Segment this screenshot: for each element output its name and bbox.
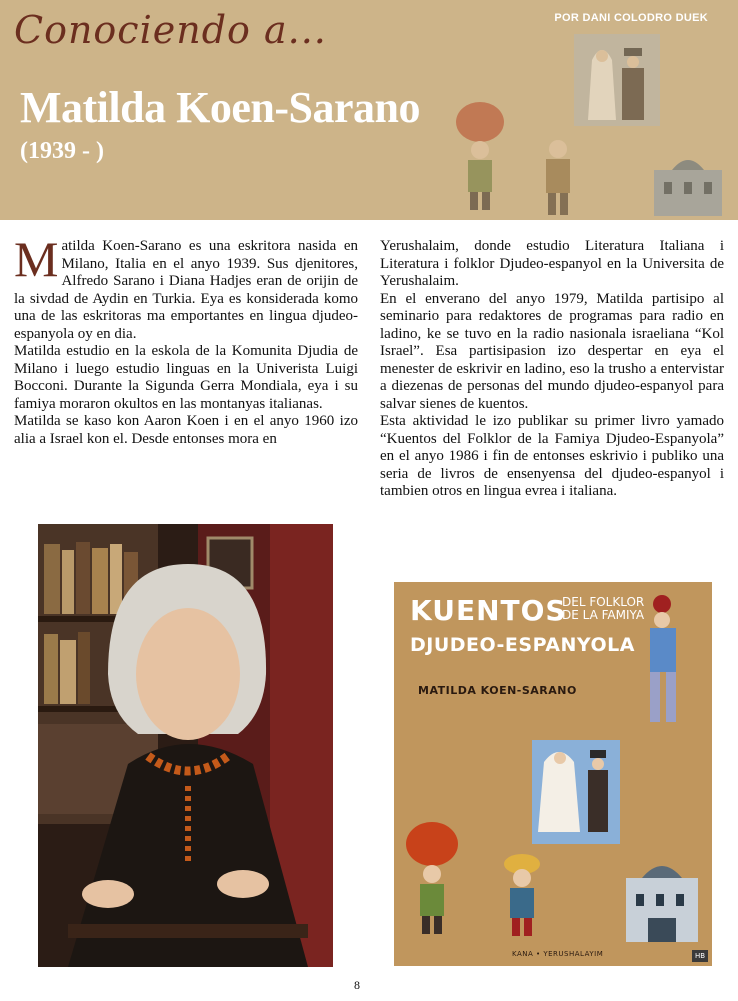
- publisher-logo: HB: [692, 950, 708, 962]
- article-paragraph: En el enverano del anyo 1979, Matilda partisipo al seminario para redaktores de programas para radio en ladino, ke se tuvo en la radio nasionala israeliana “Kol Israel”. Esa partisipasion izo despertar en eya el menester de eskrivir en ladino, eso la trusho a entervistar a diezenas de personas del mundo djudeo-espanyol para salvar sienes de kuentos.: [380, 290, 724, 412]
- paragraph-text: atilda Koen-Sarano es una eskritora nasida en Milano, Italia en el anyo 1939. Sus djenitores, Alfredo Sarano i Diana Hadjes eran de orijin de la sivdad de Aydin en Turkia. Eya es konsiderada komo una de las eskritoras ma emportantes en lingua djudeo-espanyola oy en dia.: [14, 238, 358, 342]
- article-paragraph: Esta aktividad le izo publikar su primer livro yamado “Kuentos del Folklor de la Famiya Djudeo-Espanyola” en el anyo 1986 i fin de entonses eskrivio i publiko una seria de livros de ensenyensa del djudeo-espanyol i tambien otros en lingua evrea i italiana.: [380, 413, 724, 499]
- article-column-left: [14, 231, 358, 448]
- header-banner: [0, 0, 738, 220]
- peddler-figure-illustration: [450, 100, 510, 215]
- old-city-house-illustration: [648, 150, 728, 218]
- book-cover-image: [394, 582, 712, 966]
- article-paragraph: Matilda estudio en la eskola de la Komunita Djudia de Milano i luego estudio linguas en la Univerista Luigi Bocconi. Durante la Sigunda Gerra Mondiala, eya i su famiya moraron okultos en las montanyas italianas.: [14, 343, 358, 412]
- drop-cap: M: [14, 231, 59, 287]
- author-portrait-photo: [38, 524, 333, 967]
- book-title-line2: DJUDEO-ESPANYOLA: [410, 634, 635, 656]
- book-title-sub: DEL FOLKLOR DE LA FAMIYA: [562, 595, 645, 622]
- byline: POR DANI COLODRO DUEK: [554, 12, 708, 24]
- book-author: MATILDA KOEN-SARANO: [418, 684, 577, 697]
- section-label: Conociendo a...: [14, 8, 327, 52]
- article-paragraph: Yerushalaim, donde estudio Literatura Italiana i Literatura i folklor Djudeo-espanyol en la Universita de Yerushalaim.: [380, 238, 724, 289]
- person-years: (1939 - ): [20, 138, 104, 164]
- book-publisher: KANA • YERUSHALAYIM: [512, 950, 604, 958]
- page-number: 8: [354, 978, 360, 992]
- author-portrait-image: [38, 524, 333, 967]
- page-title: Matilda Koen-Sarano: [20, 83, 420, 132]
- article-paragraph: [14, 231, 358, 343]
- article-column-right: [380, 238, 724, 501]
- dancer-figure-illustration: [530, 135, 585, 220]
- wedding-couple-illustration: [572, 30, 662, 130]
- book-title-main: KUENTOS: [410, 594, 567, 627]
- article-paragraph: Matilda se kaso kon Aaron Koen i en el anyo 1960 izo alia a Israel kon el. Desde entonses mora en: [14, 413, 358, 447]
